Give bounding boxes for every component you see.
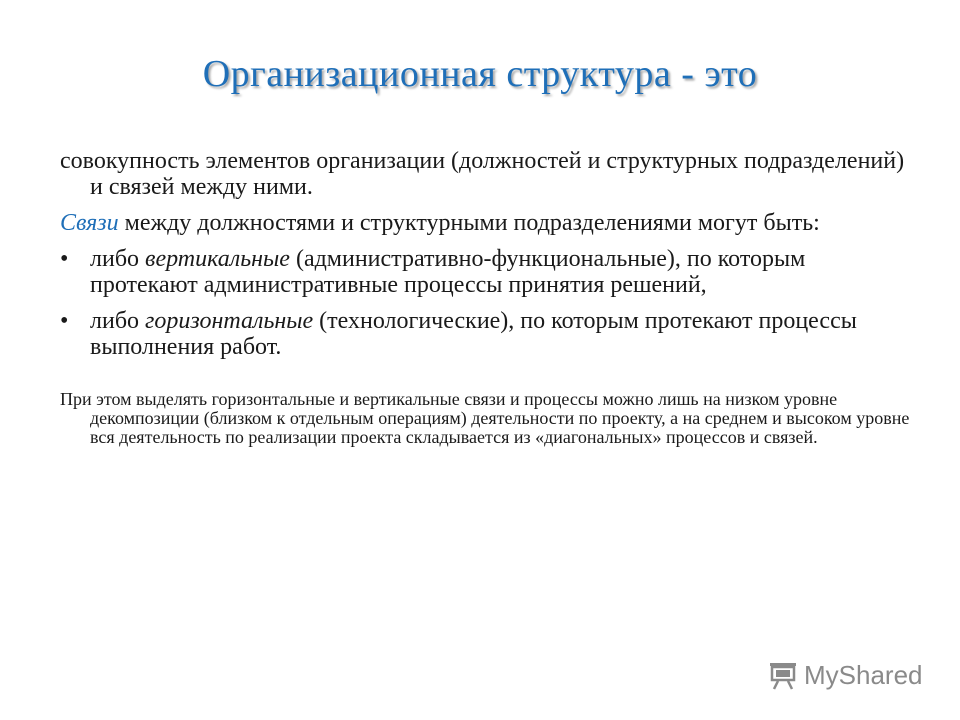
bullet-vertical-term: вертикальные bbox=[145, 246, 290, 272]
watermark-logo bbox=[768, 656, 928, 696]
watermark-text: MyShared bbox=[804, 660, 923, 690]
links-accent-word: Связи bbox=[60, 210, 119, 236]
slide-content bbox=[60, 148, 910, 447]
bullet-horizontal bbox=[60, 308, 910, 360]
bullet-horizontal-pre: либо bbox=[90, 308, 146, 334]
bullet-marker: • bbox=[60, 308, 69, 334]
definition-paragraph: совокупность элементов организации (должностей и структурных подразделений) и связей между ними. bbox=[60, 148, 905, 200]
links-paragraph-text: между должностями и структурными подразделениями могут быть: bbox=[118, 210, 820, 236]
bullet-vertical bbox=[60, 246, 910, 298]
bullet-horizontal-term: горизонтальные bbox=[145, 308, 314, 334]
projector-screen-icon bbox=[768, 660, 798, 690]
bullet-marker: • bbox=[60, 246, 69, 272]
slide-title: Организационная структура - это bbox=[202, 53, 758, 95]
bullet-horizontal-post: (технологические), по которым протекают процессы выполнения работ. bbox=[90, 308, 857, 360]
bullet-vertical-pre: либо bbox=[90, 246, 146, 272]
note-paragraph: При этом выделять горизонтальные и вертикальные связи и процессы можно лишь на низком уровне декомпозиции (близком к отдельным операциям) деятельности по проекту, а на среднем и высоком уровне вся деятельность по реализации проекта складывается из «диагональных» процессов и связей. bbox=[60, 389, 910, 447]
bullet-vertical-post: (административно-функциональные), по которым протекают административные процессы принятия решений, bbox=[90, 246, 806, 298]
links-paragraph bbox=[60, 210, 910, 236]
